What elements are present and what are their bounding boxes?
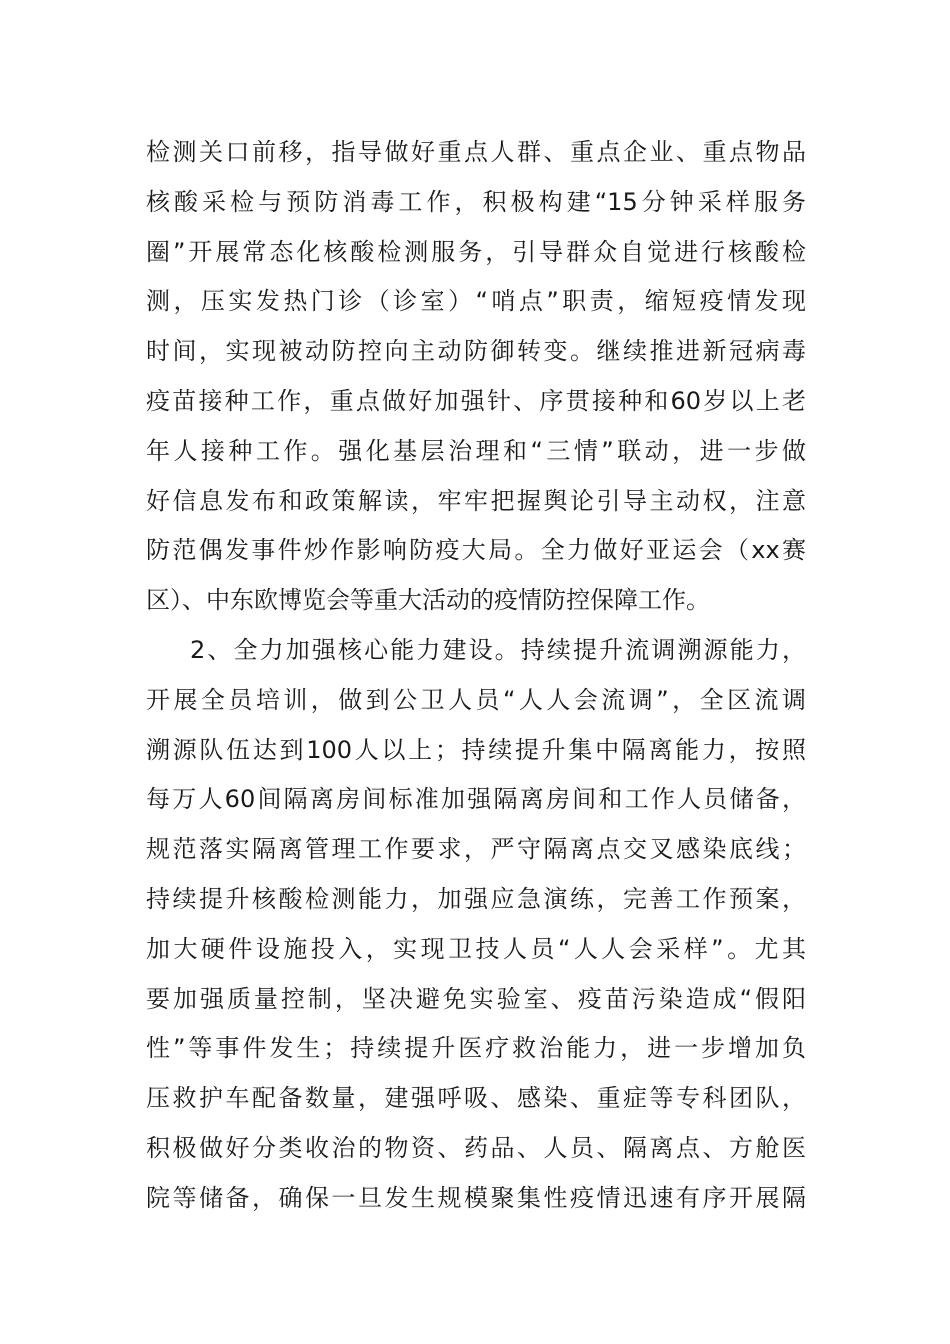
- text-line: 积极做好分类收治的物资、药品、人员、隔离点、方舱医: [146, 1133, 806, 1162]
- text-line: 好信息发布和政策解读，牢牢把握舆论引导主动权，注意: [146, 486, 806, 515]
- text-line: 压救护车配备数量，建强呼吸、感染、重症等专科团队，: [146, 1084, 806, 1113]
- text-line: 区）、中东欧博览会等重大活动的疫情防控保障工作。: [146, 586, 710, 615]
- text-line: 年人接种工作。强化基层治理和“三情”联动，进一步做: [146, 436, 806, 465]
- text-line: 开展全员培训，做到公卫人员“人人会流调”，全区流调: [146, 685, 806, 714]
- text-line: 核酸采检与预防消毒工作，积极构建“15分钟采样服务: [146, 187, 806, 216]
- text-line: 溯源队伍达到100人以上；持续提升集中隔离能力，按照: [146, 735, 806, 764]
- text-line: 测，压实发热门诊（诊室）“哨点”职责，缩短疫情发现: [146, 287, 806, 316]
- text-line: 每万人60间隔离房间标准加强隔离房间和工作人员储备，: [146, 785, 806, 814]
- text-line: 防范偶发事件炒作影响防疫大局。全力做好亚运会（xx赛: [146, 536, 806, 565]
- paragraph-heading-line: 2、全力加强核心能力建设。持续提升流调溯源能力，: [190, 635, 806, 664]
- text-line: 圈”开展常态化核酸检测服务，引导群众自觉进行核酸检: [146, 237, 806, 266]
- text-line: 时间，实现被动防控向主动防御转变。继续推进新冠病毒: [146, 337, 806, 366]
- text-line: 疫苗接种工作，重点做好加强针、序贯接种和60岁以上老: [146, 386, 806, 415]
- text-line: 检测关口前移，指导做好重点人群、重点企业、重点物品: [146, 138, 806, 166]
- body-text: [146, 128, 806, 1224]
- text-line: 规范落实隔离管理工作要求，严守隔离点交叉感染底线；: [146, 835, 806, 864]
- text-line: 要加强质量控制，坚决避免实验室、疫苗污染造成“假阳: [146, 984, 806, 1013]
- text-line: 持续提升核酸检测能力，加强应急演练，完善工作预案，: [146, 884, 806, 913]
- text-line: 加大硬件设施投入，实现卫技人员“人人会采样”。尤其: [146, 934, 806, 963]
- text-line: 院等储备，确保一旦发生规模聚集性疫情迅速有序开展隔: [146, 1183, 806, 1212]
- text-line: 性”等事件发生；持续提升医疗救治能力，进一步增加负: [146, 1034, 806, 1063]
